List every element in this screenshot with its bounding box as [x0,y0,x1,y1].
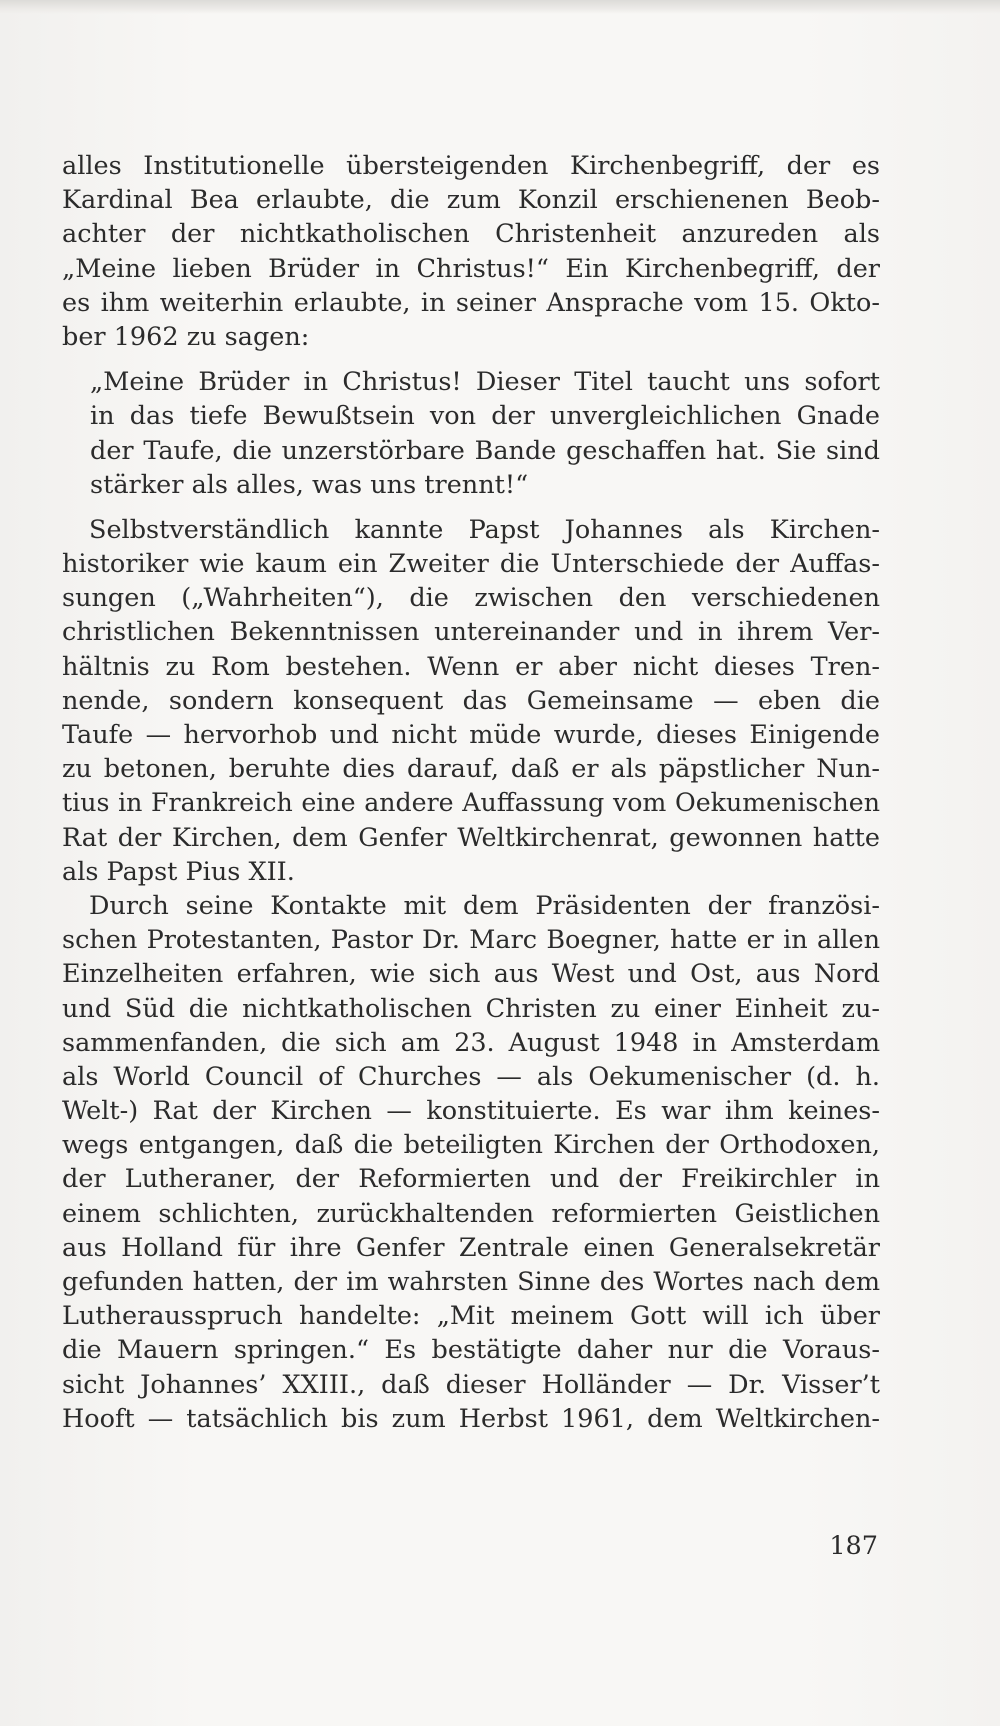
text-line: zu betonen, beruhte dies darauf, daß er als päpstlicher Nun- [62,754,880,785]
text-line: die Mauern springen.“ Es bestätigte daher nur die Voraus- [62,1335,880,1366]
paragraph-3 [62,889,880,1436]
text-line: Selbstverständlich kannte Papst Johannes als Kirchen- [89,514,880,545]
text-line: Durch seine Kontakte mit dem Präsidenten der französi- [89,890,880,921]
text-line: ber 1962 zu sagen: [62,321,310,352]
text-line: nende, sondern konsequent das Gemeinsame — eben die [62,685,880,716]
text-line: hältnis zu Rom bestehen. Wenn er aber nicht dieses Tren- [62,651,880,682]
quote-line: in das tiefe Bewußtsein von der unvergleichlichen Gnade [90,401,880,432]
text-line: Welt-) Rat der Kirchen — konstituierte. Es war ihm keines- [62,1096,880,1127]
text-line: Rat der Kirchen, dem Genfer Weltkirchenrat, gewonnen hatte [62,822,880,853]
page-top-edge [0,0,1000,14]
body-text [62,149,880,1436]
text-line: Lutherausspruch handelte: „Mit meinem Gott will ich über [62,1301,880,1332]
quote-line: der Taufe, die unzerstörbare Bande geschaffen hat. Sie sind [90,435,880,466]
block-quote [62,365,880,502]
text-line: wegs entgangen, daß die beteiligten Kirchen der Orthodoxen, [62,1130,880,1161]
text-line: einem schlichten, zurückhaltenden reformierten Geistlichen [62,1198,880,1229]
text-line: sammenfanden, die sich am 23. August 1948 in Amsterdam [62,1027,880,1058]
text-line: historiker wie kaum ein Zweiter die Unterschiede der Auffas- [62,549,880,580]
text-line: Hooft — tatsächlich bis zum Herbst 1961, dem Weltkirchen- [62,1403,880,1434]
text-line: Einzelheiten erfahren, wie sich aus West und Ost, aus Nord [62,959,880,990]
text-line: und Süd die nichtkatholischen Christen zu einer Einheit zu- [62,993,880,1024]
quote-line: stärker als alles, was uns trennt!“ [90,469,529,500]
text-line: „Meine lieben Brüder in Christus!“ Ein Kirchenbegriff, der [62,253,880,284]
text-line: gefunden hatten, der im wahrsten Sinne des Wortes nach dem [62,1267,880,1297]
text-line: sungen („Wahrheiten“), die zwischen den verschiedenen [62,583,880,614]
quote-line: „Meine Brüder in Christus! Dieser Titel taucht uns sofort [90,367,880,398]
text-line: alles Institutionelle übersteigenden Kirchenbegriff, der es [62,151,880,181]
text-line: sicht Johannes’ XXIII., daß dieser Holländer — Dr. Visser’t [62,1369,880,1400]
text-line: Kardinal Bea erlaubte, die zum Konzil erschienenen Beob- [62,185,880,216]
paragraph-1 [62,149,880,354]
text-line: als Papst Pius XII. [62,856,295,887]
text-line: es ihm weiterhin erlaubte, in seiner Ansprache vom 15. Okto- [62,287,880,318]
text-line: Taufe — hervorhob und nicht müde wurde, dieses Einigende [62,720,880,750]
text-line: achter der nichtkatholischen Christenheit anzureden als [62,219,880,250]
text-line: christlichen Bekenntnissen untereinander und in ihrem Ver- [62,617,880,648]
text-line: aus Holland für ihre Genfer Zentrale einen Generalsekretär [62,1232,880,1263]
text-line: tius in Frankreich eine andere Auffassung vom Oekumenischen [62,788,880,818]
page-number: 187 [829,1531,878,1561]
text-line: der Lutheraner, der Reformierten und der Freikirchler in [62,1164,880,1195]
text-line: als World Council of Churches — als Oekumenischer (d. h. [62,1061,880,1092]
paragraph-2 [62,513,880,889]
text-line: schen Protestanten, Pastor Dr. Marc Boegner, hatte er in allen [62,925,880,956]
